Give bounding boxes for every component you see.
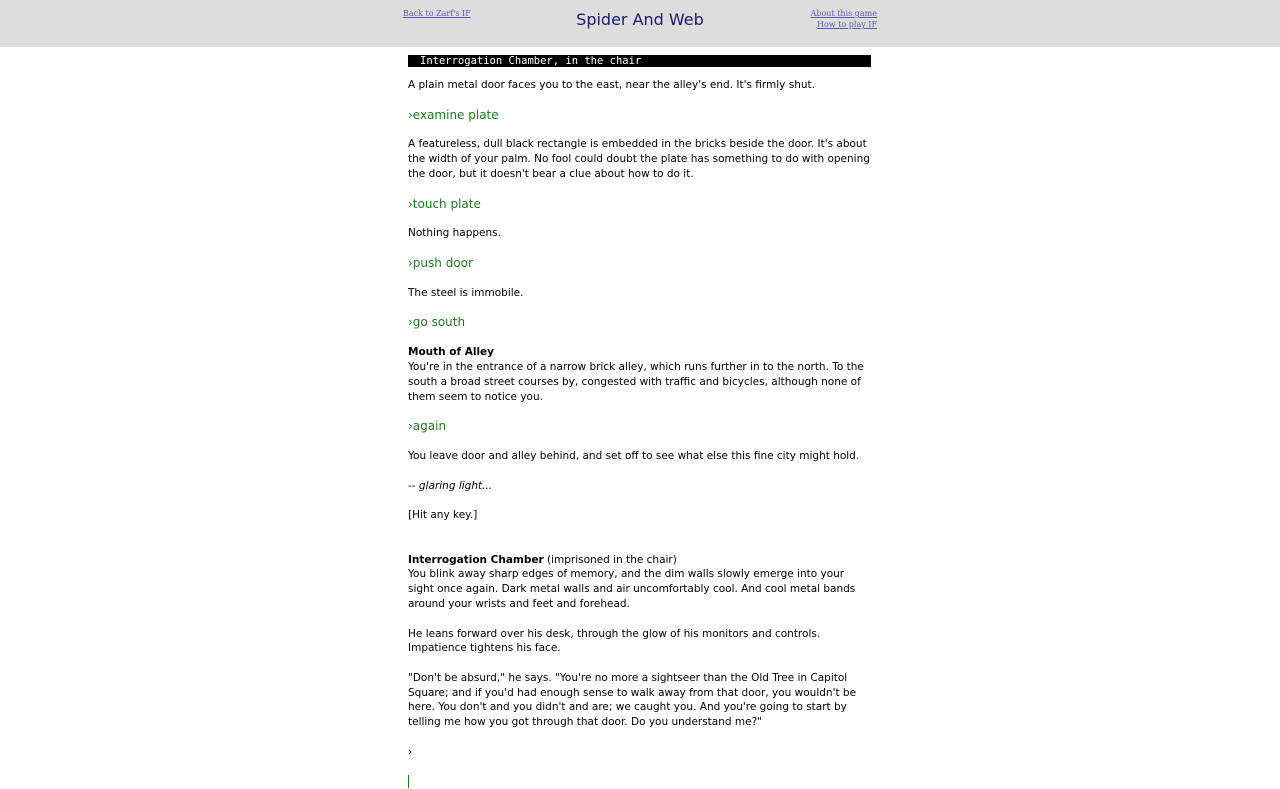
text-cursor: [408, 775, 409, 788]
room-description: You blink away sharp edges of memory, and the dim walls slowly emerge into your sight once again. Dark metal walls and air uncomfortably cool. And cool metal bands around your wrists and feet and forehead.: [408, 568, 856, 610]
game-transcript: [408, 78, 871, 789]
room-suffix: (imprisoned in the chair): [543, 553, 677, 566]
room-heading: [408, 345, 871, 360]
how-to-play-link[interactable]: How to play IF: [817, 20, 877, 29]
command-go-south: ›go south: [408, 315, 466, 330]
intro-text: A plain metal door faces you to the east, near the alley's end. It's firmly shut.: [408, 79, 815, 91]
room-name: Mouth of Alley: [408, 346, 495, 359]
command-again: ›again: [408, 419, 447, 434]
game-title: Spider And Web: [576, 10, 704, 29]
glaring-light: glaring light...: [418, 479, 493, 492]
status-bar: Interrogation Chamber, in the chair: [408, 55, 871, 67]
narrative-paragraph: He leans forward over his desk, through the glow of his monitors and controls. Impatience tightens his face.: [408, 627, 821, 655]
response-text: The steel is immobile.: [408, 286, 524, 299]
page-header: [0, 0, 1280, 47]
command-examine-plate: ›examine plate: [408, 107, 499, 122]
dash-text: --: [408, 479, 419, 492]
response-text: Nothing happens.: [408, 227, 501, 240]
command-touch-plate: ›touch plate: [408, 196, 481, 211]
room-name: Interrogation Chamber: [408, 553, 544, 566]
hit-any-key: [Hit any key.]: [408, 509, 478, 522]
narrative-paragraph: "Don't be absurd," he says. "You're no more a sightseer than the Old Tree in Capitol Square; and if you'd had enough sense to walk away from that door, you wouldn't be here. You don't and you didn't and are; we caught you. And you're going to start by telling me how you got through that door. Do you understand me?": [408, 671, 857, 729]
back-to-zarf-link[interactable]: Back to Zarf's IF: [403, 9, 471, 18]
room-heading: [408, 553, 871, 568]
glaring-light-text: [408, 479, 871, 494]
response-text: A featureless, dull black rectangle is embedded in the bricks beside the door. It's about the width of your palm. No fool could doubt the plate has something to do with opening the door, but it doesn't bear a clue about how to do it.: [408, 138, 870, 180]
input-prompt: ›: [408, 745, 413, 758]
about-game-link[interactable]: About this game: [810, 9, 877, 18]
response-text: You leave door and alley behind, and set off to see what else this fine city might hold.: [408, 449, 860, 462]
command-input[interactable]: [408, 774, 871, 789]
room-description: You're in the entrance of a narrow brick alley, which runs further in to the north. To the south a broad street courses by, congested with traffic and bicycles, although none of them seem to notice you.: [408, 360, 864, 403]
command-push-door: ›push door: [408, 255, 473, 270]
